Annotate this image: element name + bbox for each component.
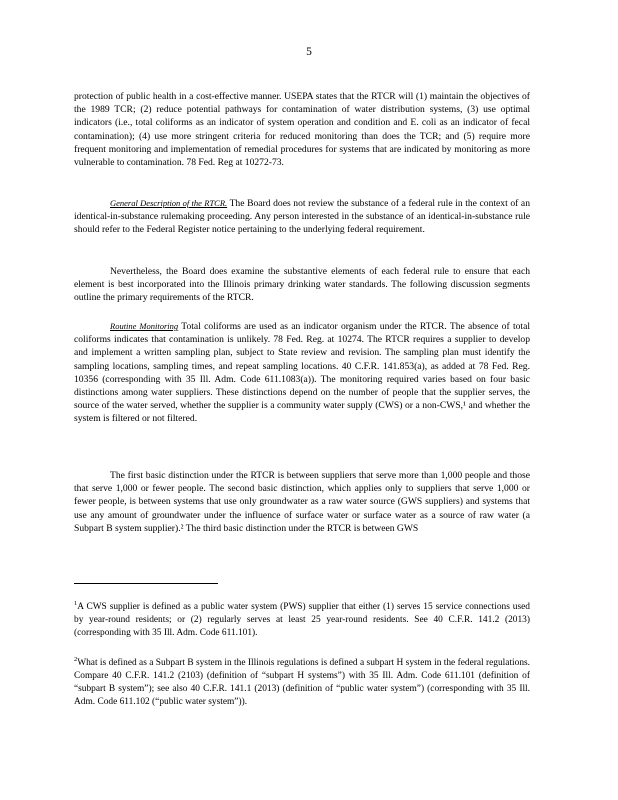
paragraph-text: The first basic distinction under the RTCR is between suppliers that serve more than 1,000 people and those that serve 1,000 or fewer people. The second basic distinction, which applies only to suppliers that serve 1,000 or fewer people, is between systems that use only groundwater as a raw water source (GWS suppliers) and systems that use any amount of groundwater under the influence of surface water or surface water as a source of raw water (a Subpart B system supplier).² The third basic distinction under the RTCR is between GWS bbox=[74, 470, 530, 534]
footnote-text: A CWS supplier is defined as a public water system (PWS) supplier that either (1) serves 15 service connections used by year-round residents; or (2) regularly serves at least 25 year-round residents. See 40 C.F.R. 141.2 (2013) (corresponding with 35 Ill. Adm. Code 611.101). bbox=[74, 602, 530, 638]
paragraph-nevertheless bbox=[74, 265, 530, 305]
paragraph-text: protection of public health in a cost-effective manner. USEPA states that the RTCR will (1) maintain the objectives of the 1989 TCR; (2) reduce potential pathways for contamination of water distribution systems, (3) use optimal indicators (i.e., total coliforms as an indicator of system operation and condition and E. coli as an indicator of fecal contamination); (4) use more stringent criteria for reduced monitoring than does the TCR; and (5) require more frequent monitoring and implementation of remedial procedures for systems that are indicated by monitoring as more vulnerable to contamination. 78 Fed. Reg at 10272-73. bbox=[74, 91, 530, 169]
footnote-mark: 2 bbox=[74, 655, 78, 663]
footnote-divider bbox=[74, 583, 218, 584]
paragraph-rtcr-goals bbox=[74, 90, 530, 169]
page-number: 5 bbox=[306, 46, 312, 58]
paragraph-routine-monitoring bbox=[74, 320, 530, 426]
paragraph-general-description bbox=[74, 197, 530, 237]
paragraph-text: The Board does not review the substance of a federal rule in the context of an identical-in-substance rulemaking proceeding. Any person interested in the substance of an identical-in-substance rule should refer to the Federal Register notice pertaining to the underlying federal requirement. bbox=[74, 198, 530, 236]
footnote-text: What is defined as a Subpart B system in the Illinois regulations is defined a subpart H system in the federal regulations. Compare 40 C.F.R. 141.2 (2103) (definition of “subpart H systems”) with 35 Ill. Adm. Code 611.101 (definition of “subpart B system”); see also 40 C.F.R. 141.1 (2013) (definition of “public water system”) (corresponding with 35 Ill. Adm. Code 611.102 (“public water system”)). bbox=[74, 658, 530, 707]
footnote-mark: 1 bbox=[74, 599, 78, 607]
paragraph-text: Nevertheless, the Board does examine the substantive elements of each federal rule to ensure that each element is best incorporated into the Illinois primary drinking water standards. The following discussion segments outline the primary requirements of the RTCR. bbox=[74, 266, 530, 304]
paragraph-basic-distinctions bbox=[74, 469, 530, 535]
section-heading-general-description: General Description of the RTCR. bbox=[110, 198, 228, 208]
footnote-2 bbox=[74, 657, 530, 709]
paragraph-text: Total coliforms are used as an indicator organism under the RTCR. The absence of total coliforms indicates that contamination is unlikely. 78 Fed. Reg. at 10274. The RTCR requires a supplier to develop and implement a written sampling plan, subject to State review and revision. The sampling plan must identify the sampling locations, sampling times, and repeat sampling locations. 40 C.F.R. 141.853(a), as added at 78 Fed. Reg. 10356 (corresponding with 35 Ill. Adm. Code 611.1083(a)). The monitoring required varies based on four basic distinctions among water suppliers. These distinctions depend on the number of people that the supplier serves, the source of the water served, whether the supplier is a community water supply (CWS) or a non-CWS,¹ and whether the system is filtered or not filtered. bbox=[74, 321, 530, 425]
footnote-1 bbox=[74, 601, 530, 640]
section-heading-routine-monitoring: Routine Monitoring bbox=[110, 321, 179, 331]
